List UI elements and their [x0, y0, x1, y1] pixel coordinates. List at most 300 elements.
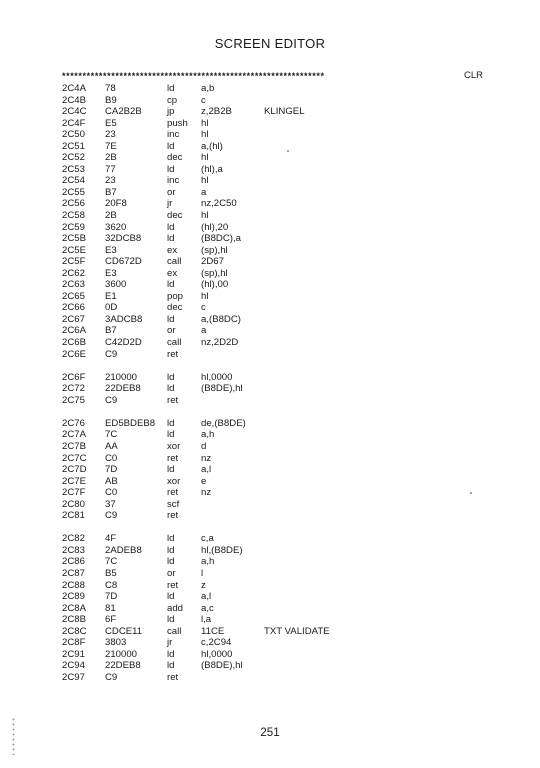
- comment-cell: [264, 118, 384, 130]
- listing-row: [62, 580, 502, 592]
- listing-row: [62, 245, 502, 257]
- listing-row: [62, 649, 502, 661]
- operand-cell: (B8DE),hl: [201, 383, 243, 395]
- listing-row: [62, 291, 502, 303]
- address-cell: 2C8A: [62, 602, 86, 614]
- mnemonic-cell: ld: [167, 544, 175, 556]
- comment-cell: [264, 302, 384, 314]
- hex-cell: E1: [105, 290, 117, 302]
- listing-row: [62, 441, 502, 453]
- mnemonic-cell: scf: [167, 498, 180, 510]
- comment-cell: [264, 175, 384, 187]
- assembly-listing: [62, 83, 502, 683]
- address-cell: 2C62: [62, 267, 85, 279]
- comment-cell: [264, 349, 384, 361]
- operand-cell: z,2B2B: [201, 106, 232, 118]
- address-cell: 2C87: [62, 567, 85, 579]
- comment-cell: [264, 383, 384, 395]
- comment-cell: [264, 533, 384, 545]
- comment-cell: [264, 556, 384, 568]
- listing-row: [62, 279, 502, 291]
- mnemonic-cell: ld: [167, 464, 175, 476]
- operand-cell: a,h: [201, 556, 215, 568]
- comment-cell: [264, 245, 384, 257]
- listing-row: [62, 487, 502, 499]
- hex-cell: C42D2D: [105, 337, 142, 349]
- mnemonic-cell: inc: [167, 129, 180, 141]
- comment-cell: [264, 487, 384, 499]
- mnemonic-cell: ld: [167, 163, 175, 175]
- mnemonic-cell: ld: [167, 533, 175, 545]
- hex-cell: 7C: [105, 429, 118, 441]
- comment-cell: [264, 164, 384, 176]
- operand-cell: l,a: [201, 614, 212, 626]
- listing-row: [62, 672, 502, 684]
- scan-speck: [470, 492, 472, 494]
- hex-cell: 3600: [105, 279, 127, 291]
- operand-cell: hl: [201, 210, 209, 222]
- address-cell: 2C88: [62, 579, 85, 591]
- listing-row: [62, 464, 502, 476]
- listing-row: [62, 198, 502, 210]
- comment-cell: [264, 279, 384, 291]
- operand-cell: (sp),hl: [201, 267, 228, 279]
- comment-cell: [264, 499, 384, 511]
- listing-row: [62, 395, 502, 407]
- operand-cell: (hl),20: [201, 221, 229, 233]
- mnemonic-cell: ld: [167, 313, 175, 325]
- listing-row: [62, 268, 502, 280]
- comment-cell: [264, 649, 384, 661]
- mnemonic-cell: or: [167, 325, 176, 337]
- mnemonic-cell: ld: [167, 591, 175, 603]
- listing-row: [62, 233, 502, 245]
- mnemonic-cell: dec: [167, 152, 183, 164]
- hex-cell: 3803: [105, 637, 127, 649]
- hex-cell: C9: [105, 394, 118, 406]
- operand-cell: a,(hl): [201, 140, 223, 152]
- operand-cell: d: [201, 440, 207, 452]
- hex-cell: B5: [105, 567, 117, 579]
- listing-row: [62, 325, 502, 337]
- address-cell: 2C6B: [62, 337, 86, 349]
- comment-cell: [264, 268, 384, 280]
- address-cell: 2C50: [62, 129, 85, 141]
- mnemonic-cell: or: [167, 567, 176, 579]
- comment-cell: [264, 233, 384, 245]
- listing-row: [62, 118, 502, 130]
- hex-cell: 7D: [105, 591, 118, 603]
- hex-cell: 77: [105, 163, 116, 175]
- listing-row: [62, 256, 502, 268]
- mnemonic-cell: jr: [167, 198, 173, 210]
- address-cell: 2C67: [62, 313, 85, 325]
- hex-cell: 3ADCB8: [105, 313, 143, 325]
- listing-row: [62, 637, 502, 649]
- hex-cell: C9: [105, 510, 118, 522]
- hex-cell: B7: [105, 186, 117, 198]
- hex-cell: 210000: [105, 371, 138, 383]
- operand-cell: hl,0000: [201, 371, 233, 383]
- operand-cell: 2D67: [201, 256, 224, 268]
- listing-row: [62, 603, 502, 615]
- hex-cell: 37: [105, 498, 116, 510]
- listing-row: [62, 418, 502, 430]
- comment-cell: [264, 337, 384, 349]
- address-cell: 2C7C: [62, 452, 87, 464]
- address-cell: 2C4A: [62, 83, 86, 94]
- mnemonic-cell: ret: [167, 579, 179, 591]
- comment-cell: [264, 372, 384, 384]
- operand-cell: hl: [201, 117, 209, 129]
- operand-cell: (B8DC),a: [201, 233, 241, 245]
- address-cell: 2C91: [62, 648, 85, 660]
- mnemonic-cell: jr: [167, 637, 173, 649]
- operand-cell: hl: [201, 175, 209, 187]
- operand-cell: hl,0000: [201, 648, 233, 660]
- hex-cell: CD672D: [105, 256, 142, 268]
- listing-row: [62, 83, 502, 95]
- hex-cell: 32DCB8: [105, 233, 142, 245]
- address-cell: 2C8B: [62, 614, 86, 626]
- address-cell: 2C66: [62, 302, 85, 314]
- hex-cell: 7E: [105, 140, 117, 152]
- listing-row: [62, 314, 502, 326]
- hex-cell: 210000: [105, 648, 138, 660]
- operand-cell: c,2C94: [201, 637, 232, 649]
- listing-row: [62, 556, 502, 568]
- operand-cell: hl: [201, 152, 209, 164]
- mnemonic-cell: ld: [167, 233, 175, 245]
- page-number: 251: [260, 727, 280, 739]
- mnemonic-cell: call: [167, 256, 182, 268]
- operand-cell: (hl),00: [201, 279, 229, 291]
- address-cell: 2C89: [62, 591, 85, 603]
- operand-cell: a,l: [201, 464, 212, 476]
- address-cell: 2C4F: [62, 117, 86, 129]
- hex-cell: 2B: [105, 152, 117, 164]
- hex-cell: 78: [105, 83, 116, 94]
- operand-cell: [201, 395, 264, 407]
- mnemonic-cell: add: [167, 602, 184, 614]
- hex-cell: C8: [105, 579, 118, 591]
- mnemonic-cell: ex: [167, 267, 178, 279]
- address-cell: 2C5E: [62, 244, 86, 256]
- comment-cell: [264, 314, 384, 326]
- operand-cell: [201, 672, 264, 684]
- listing-row: [62, 222, 502, 234]
- operand-cell: c,a: [201, 533, 214, 545]
- mnemonic-cell: ret: [167, 487, 179, 499]
- comment-cell: [264, 510, 384, 522]
- listing-row: [62, 614, 502, 626]
- address-cell: 2C75: [62, 394, 85, 406]
- listing-row: [62, 429, 502, 441]
- operand-cell: nz,2D2D: [201, 337, 239, 349]
- comment-cell: [264, 637, 384, 649]
- block-gap: [62, 360, 502, 372]
- mnemonic-cell: dec: [167, 210, 183, 222]
- mnemonic-cell: cp: [167, 94, 178, 106]
- comment-cell: [264, 580, 384, 592]
- comment-cell: [264, 395, 384, 407]
- mnemonic-cell: or: [167, 186, 176, 198]
- address-cell: 2C80: [62, 498, 85, 510]
- listing-row: [62, 210, 502, 222]
- listing-row: [62, 95, 502, 107]
- mnemonic-cell: call: [167, 337, 182, 349]
- address-cell: 2C54: [62, 175, 85, 187]
- operand-cell: hl,(B8DE): [201, 544, 243, 556]
- listing-row: [62, 106, 502, 118]
- comment-cell: [264, 83, 384, 95]
- address-cell: 2C58: [62, 210, 85, 222]
- operand-cell: nz: [201, 452, 212, 464]
- hex-cell: 0D: [105, 302, 118, 314]
- hex-cell: 22DEB8: [105, 383, 141, 395]
- mnemonic-cell: inc: [167, 175, 180, 187]
- comment-cell: [264, 256, 384, 268]
- hex-cell: C9: [105, 348, 118, 360]
- mnemonic-cell: push: [167, 117, 188, 129]
- mnemonic-cell: ld: [167, 429, 175, 441]
- mnemonic-cell: xor: [167, 475, 181, 487]
- comment-cell: TXT VALIDATE: [264, 625, 330, 637]
- operand-cell: a,h: [201, 429, 215, 441]
- hex-cell: 2ADEB8: [105, 544, 142, 556]
- listing-row: [62, 372, 502, 384]
- listing-row: [62, 152, 502, 164]
- comment-cell: [264, 291, 384, 303]
- hex-cell: 6F: [105, 614, 117, 626]
- comment-cell: [264, 325, 384, 337]
- address-cell: 2C97: [62, 671, 85, 683]
- comment-cell: [264, 187, 384, 199]
- address-cell: 2C4C: [62, 106, 87, 118]
- hex-cell: 3620: [105, 221, 127, 233]
- listing-row: [62, 533, 502, 545]
- address-cell: 2C81: [62, 510, 85, 522]
- block-gap: [62, 406, 502, 418]
- mnemonic-cell: ld: [167, 83, 175, 94]
- address-cell: 2C7F: [62, 487, 86, 499]
- operand-cell: (B8DE),hl: [201, 660, 243, 672]
- mnemonic-cell: ld: [167, 371, 175, 383]
- address-cell: 2C63: [62, 279, 85, 291]
- operand-cell: a,c: [201, 602, 214, 614]
- hex-cell: CDCE11: [105, 625, 143, 637]
- address-cell: 2C94: [62, 660, 85, 672]
- hex-cell: B9: [105, 94, 117, 106]
- listing-row: [62, 164, 502, 176]
- mnemonic-cell: ld: [167, 279, 175, 291]
- operand-cell: a,(B8DC): [201, 313, 241, 325]
- hex-cell: 4F: [105, 533, 117, 545]
- comment-cell: [264, 210, 384, 222]
- comment-cell: [264, 591, 384, 603]
- listing-row: [62, 383, 502, 395]
- hex-cell: 81: [105, 602, 116, 614]
- address-cell: 2C7E: [62, 475, 86, 487]
- mnemonic-cell: ld: [167, 614, 175, 626]
- mnemonic-cell: ld: [167, 140, 175, 152]
- block-gap: [62, 522, 502, 534]
- listing-row: [62, 129, 502, 141]
- address-cell: 2C8C: [62, 625, 87, 637]
- page-title: SCREEN EDITOR: [214, 36, 326, 51]
- operand-cell: a,b: [201, 83, 215, 94]
- listing-row: [62, 453, 502, 465]
- operand-cell: a: [201, 325, 207, 337]
- listing-row: [62, 349, 502, 361]
- address-cell: 2C52: [62, 152, 85, 164]
- comment-cell: [264, 198, 384, 210]
- address-cell: 2C59: [62, 221, 85, 233]
- comment-cell: [264, 453, 384, 465]
- operand-cell: [201, 510, 264, 522]
- operand-cell: (hl),a: [201, 163, 223, 175]
- hex-cell: 20F8: [105, 198, 127, 210]
- margin-dots: [12, 717, 15, 755]
- mnemonic-cell: ld: [167, 660, 175, 672]
- address-cell: 2C6E: [62, 348, 86, 360]
- listing-row: [62, 568, 502, 580]
- mnemonic-cell: ret: [167, 671, 179, 683]
- address-cell: 2C82: [62, 533, 85, 545]
- hex-cell: 22DEB8: [105, 660, 141, 672]
- operand-cell: a: [201, 186, 207, 198]
- hex-cell: AA: [105, 440, 118, 452]
- comment-cell: [264, 660, 384, 672]
- address-cell: 2C5B: [62, 233, 86, 245]
- operand-cell: z: [201, 579, 206, 591]
- address-cell: 2C51: [62, 140, 85, 152]
- operand-cell: e: [201, 475, 207, 487]
- mnemonic-cell: call: [167, 625, 182, 637]
- operand-cell: l: [201, 567, 204, 579]
- mnemonic-cell: pop: [167, 290, 184, 302]
- mnemonic-cell: ret: [167, 394, 179, 406]
- comment-cell: [264, 603, 384, 615]
- hex-cell: 23: [105, 175, 116, 187]
- listing-row: [62, 660, 502, 672]
- listing-row: [62, 545, 502, 557]
- operand-cell: nz,2C50: [201, 198, 237, 210]
- comment-cell: [264, 222, 384, 234]
- operand-cell: hl: [201, 129, 209, 141]
- hex-cell: E3: [105, 267, 117, 279]
- mnemonic-cell: ex: [167, 244, 178, 256]
- comment-cell: [264, 476, 384, 488]
- listing-row: [62, 302, 502, 314]
- mnemonic-cell: ret: [167, 348, 179, 360]
- address-cell: 2C55: [62, 186, 85, 198]
- mnemonic-cell: ld: [167, 648, 175, 660]
- operand-cell: [201, 349, 264, 361]
- operand-cell: hl: [201, 290, 209, 302]
- mnemonic-cell: ld: [167, 417, 175, 429]
- address-cell: 2C56: [62, 198, 85, 210]
- mnemonic-cell: jp: [167, 106, 175, 118]
- comment-cell: [264, 545, 384, 557]
- address-cell: 2C7D: [62, 464, 87, 476]
- operand-cell: c: [201, 302, 206, 314]
- hex-cell: E5: [105, 117, 117, 129]
- listing-row: [62, 175, 502, 187]
- comment-cell: [264, 464, 384, 476]
- operand-cell: de,(B8DE): [201, 417, 246, 429]
- listing-row: [62, 499, 502, 511]
- address-cell: 2C65: [62, 290, 85, 302]
- comment-cell: [264, 672, 384, 684]
- mnemonic-cell: dec: [167, 302, 183, 314]
- comment-cell: [264, 614, 384, 626]
- separator-label: CLR: [464, 70, 484, 81]
- address-cell: 2C72: [62, 383, 85, 395]
- operand-cell: a,l: [201, 591, 212, 603]
- hex-cell: 2B: [105, 210, 117, 222]
- mnemonic-cell: ld: [167, 221, 175, 233]
- hex-cell: 23: [105, 129, 116, 141]
- operand-cell: [201, 499, 264, 511]
- comment-cell: [264, 418, 384, 430]
- hex-cell: B7: [105, 325, 117, 337]
- operand-cell: nz: [201, 487, 212, 499]
- mnemonic-cell: ld: [167, 556, 175, 568]
- comment-cell: [264, 129, 384, 141]
- comment-cell: [264, 568, 384, 580]
- hex-cell: 7D: [105, 464, 118, 476]
- hex-cell: 7C: [105, 556, 118, 568]
- listing-row: [62, 187, 502, 199]
- listing-row: [62, 510, 502, 522]
- mnemonic-cell: xor: [167, 440, 181, 452]
- separator-stars: ****************************************************************: [62, 71, 325, 81]
- hex-cell: C0: [105, 487, 118, 499]
- hex-cell: ED5BDEB8: [105, 417, 156, 429]
- address-cell: 2C86: [62, 556, 85, 568]
- address-cell: 2C6F: [62, 371, 86, 383]
- hex-cell: E3: [105, 244, 117, 256]
- comment-cell: [264, 441, 384, 453]
- operand-cell: c: [201, 94, 206, 106]
- address-cell: 2C7B: [62, 440, 86, 452]
- comment-cell: KLINGEL: [264, 106, 305, 118]
- address-cell: 2C8F: [62, 637, 86, 649]
- comment-cell: [264, 95, 384, 107]
- scan-speck: [287, 150, 289, 152]
- listing-row: [62, 626, 502, 638]
- mnemonic-cell: ret: [167, 510, 179, 522]
- listing-row: [62, 591, 502, 603]
- comment-cell: [264, 429, 384, 441]
- comment-cell: [264, 141, 384, 153]
- listing-row: [62, 476, 502, 488]
- hex-cell: C0: [105, 452, 118, 464]
- operand-cell: (sp),hl: [201, 244, 228, 256]
- address-cell: 2C6A: [62, 325, 86, 337]
- hex-cell: CA2B2B: [105, 106, 142, 118]
- listing-row: [62, 141, 502, 153]
- listing-row: [62, 337, 502, 349]
- address-cell: 2C76: [62, 417, 85, 429]
- address-cell: 2C83: [62, 544, 85, 556]
- mnemonic-cell: ld: [167, 383, 175, 395]
- comment-cell: [264, 152, 384, 164]
- address-cell: 2C5F: [62, 256, 86, 268]
- address-cell: 2C7A: [62, 429, 86, 441]
- mnemonic-cell: ret: [167, 452, 179, 464]
